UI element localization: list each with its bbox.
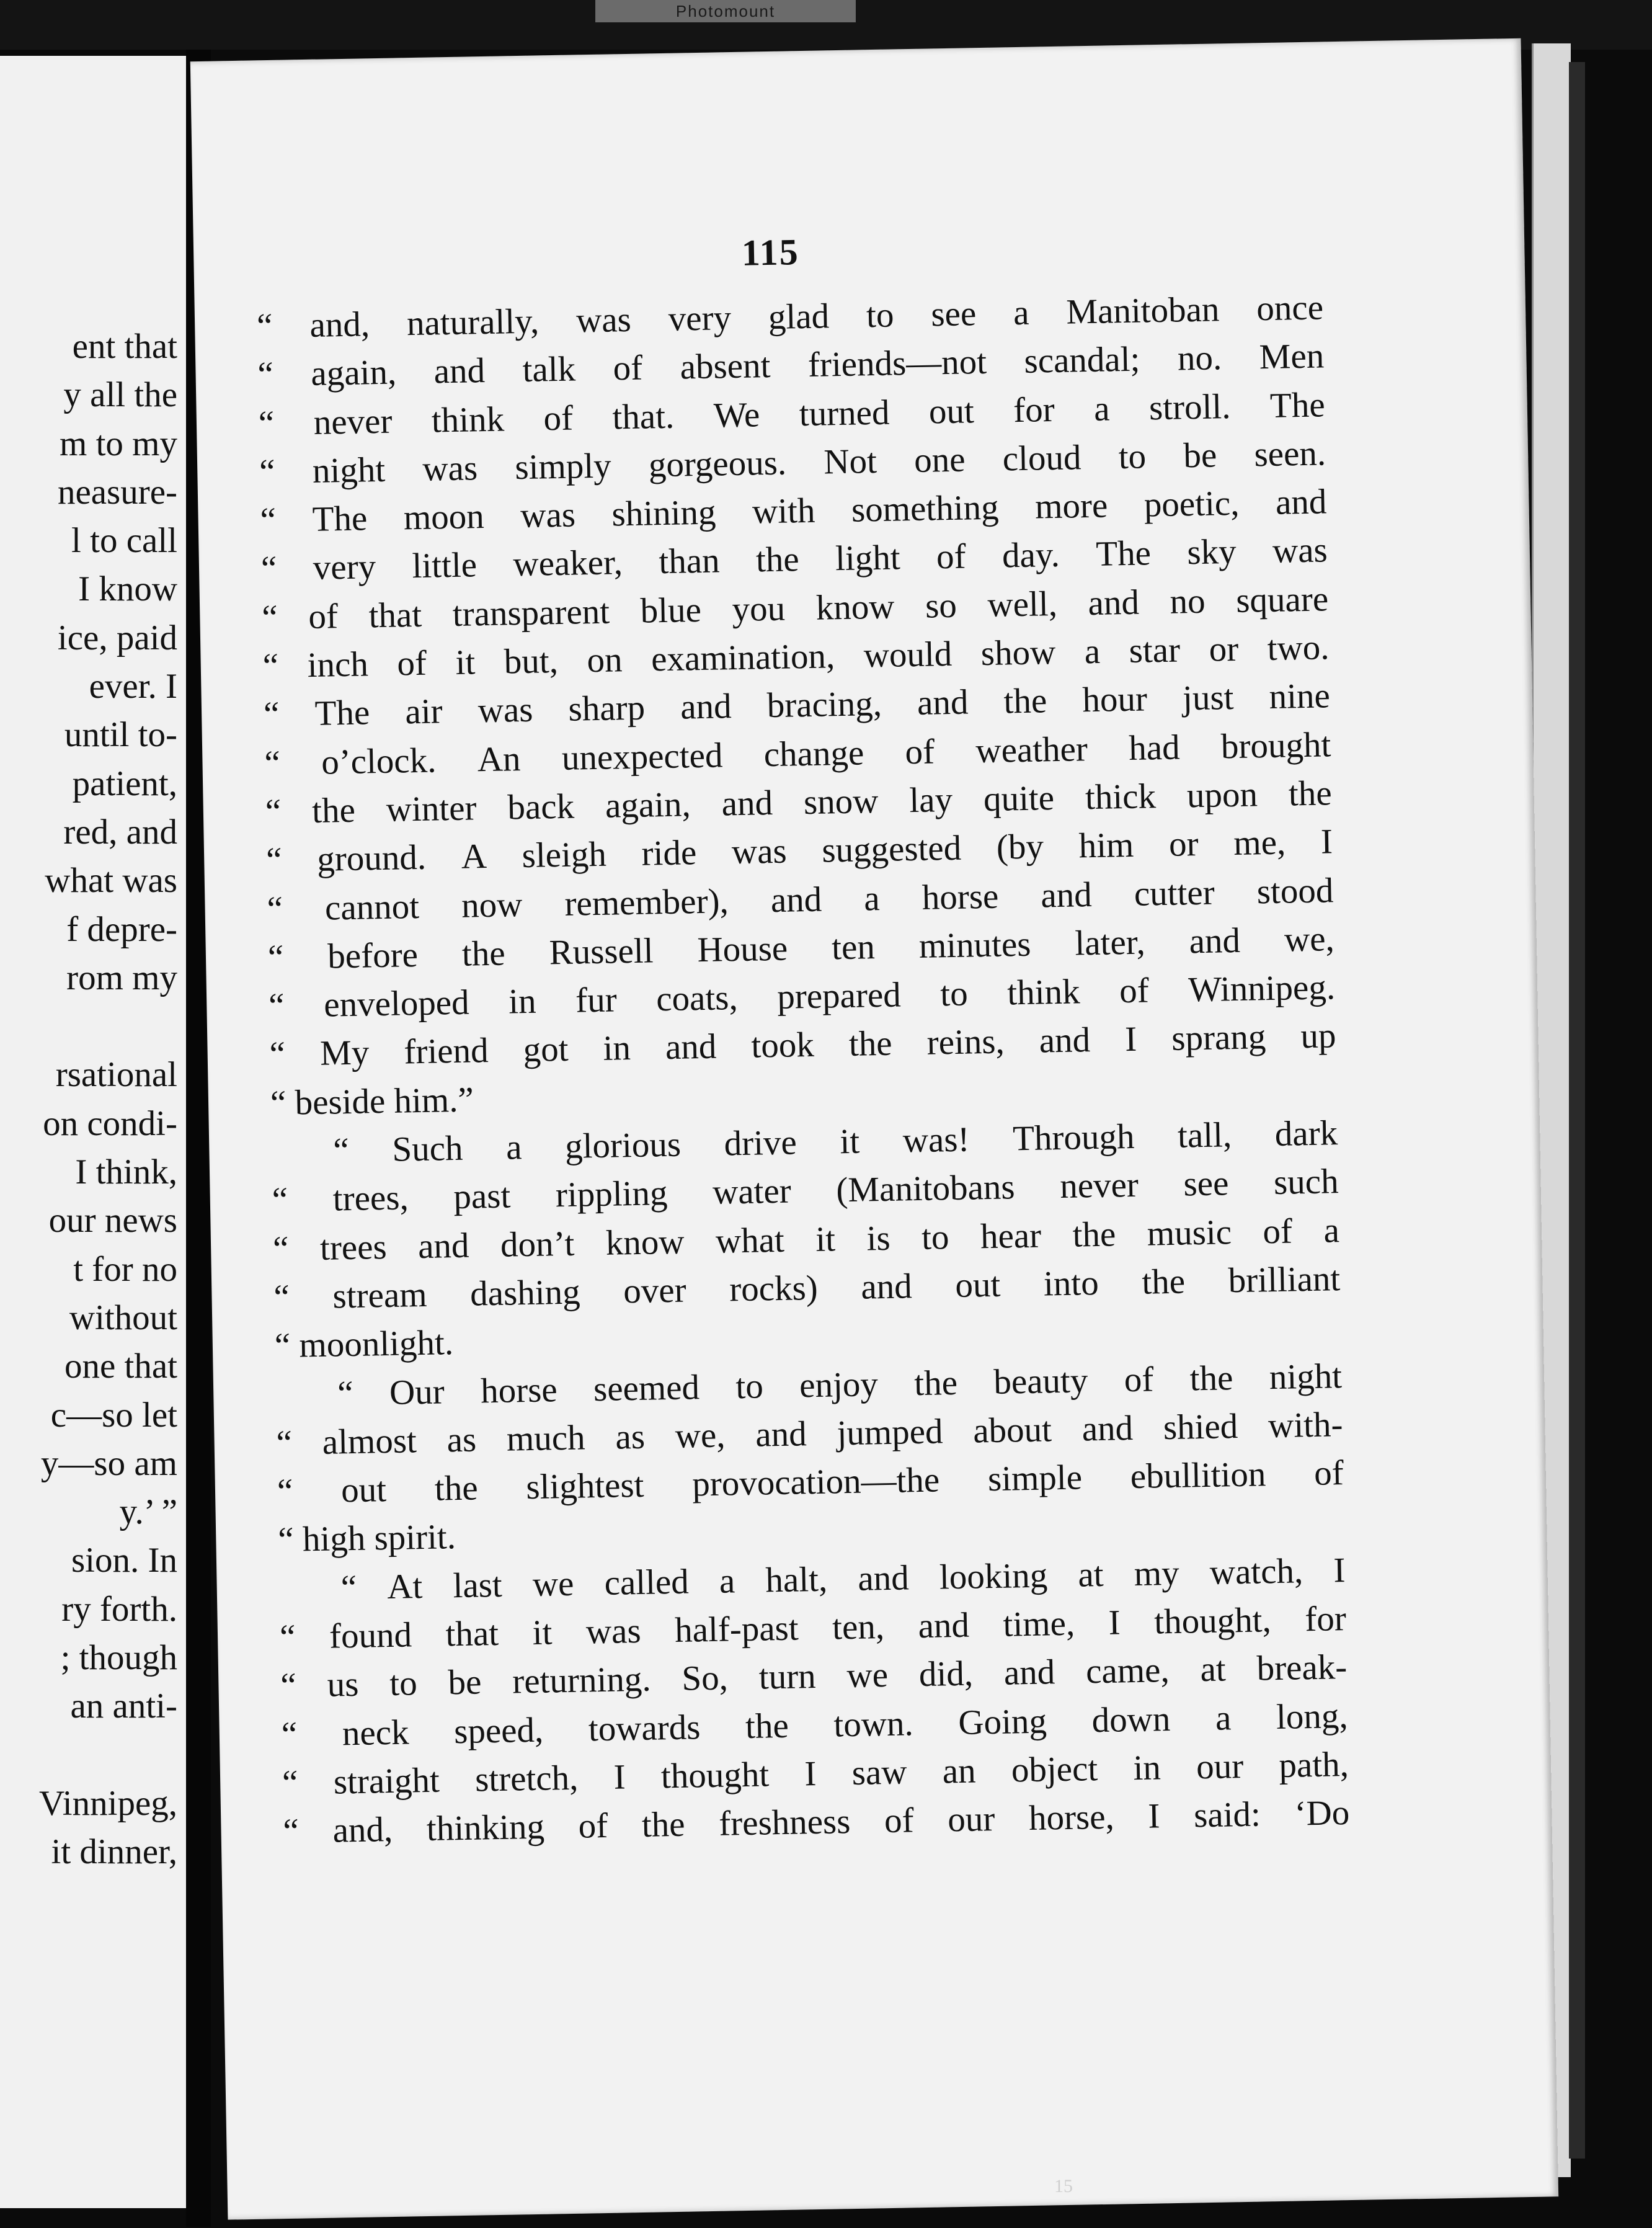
text-line: “ trees, past rippling water (Manitobans never see such [272,1162,1339,1220]
left-page-line: ice, paid [57,618,177,657]
text-line: “ stream dashing over rocks) and out into the brilliant [273,1259,1341,1317]
text-line: “ almost as much as we, and jumped about and shied with- [276,1404,1343,1463]
left-page-line: y—so am [40,1443,177,1483]
left-page-line: patient, [72,764,177,803]
text-line: “ found that it was half-past ten, and time, I thought, for [279,1599,1347,1657]
left-page-line: y.’ ” [119,1492,177,1532]
main-page [190,38,1558,2220]
left-page-line: m to my [59,424,177,463]
text-line: “ At last we called a halt, and looking at my watch, I [340,1550,1346,1608]
left-page-line: l to call [71,521,177,561]
mount-label: Photomount [595,0,856,22]
left-page-line: rsational [55,1055,177,1095]
left-page-line: y all the [63,375,177,415]
text-line: “ ground. A sleigh ride was suggested (by him or me, I [265,822,1333,880]
left-page-line: ever. I [89,667,177,706]
text-line: “ never think of that. We turned out for a stroll. The [258,385,1326,443]
page-number: 115 [741,231,800,274]
text-line: “ Such a glorious drive it was! Through tall, dark [332,1113,1338,1170]
left-page-line: rom my [66,958,177,997]
text-line: “ neck speed, towards the town. Going down a long, [281,1696,1349,1754]
left-page-line: until to- [64,715,177,755]
text-line: “ enveloped in fur coats, prepared to think of Winnipeg. [268,968,1336,1026]
text-line: “ straight stretch, I thought I saw an object in our path, [282,1744,1349,1802]
text-line: “ the winter back again, and snow lay quite thick upon the [265,773,1333,832]
page-edge-shadow [1569,62,1585,2159]
left-page-line [0,1731,177,1780]
text-line: “ Our horse seemed to enjoy the beauty of the night [337,1356,1343,1413]
left-page-line: what was [45,861,177,901]
text-line: “ cannot now remember), and a horse and cutter stood [267,870,1334,929]
left-page-line: it dinner, [51,1832,177,1872]
left-page-line: ry forth. [61,1589,177,1629]
left-page-text [0,323,177,1877]
text-line: “ My friend got in and took the reins, and I sprang up [269,1016,1336,1074]
left-page-line: t for no [73,1249,177,1289]
text-line: “ night was simply gorgeous. Not one cloud to be seen. [259,434,1326,492]
text-line: “ beside him.” [270,1080,474,1123]
left-page-line: ; though [60,1638,177,1678]
left-page-line: f depre- [66,909,177,949]
text-line: “ us to be returning. So, turn we did, and came, at break- [280,1647,1348,1706]
text-line: “ The moon was shining with something more poetic, and [260,482,1327,540]
left-page-line [0,1002,177,1051]
text-line: “ inch of it but, on examination, would show a star or two. [262,628,1330,686]
left-page-line: red, and [63,812,177,852]
text-line: “ trees and don’t know what it is to hear the music of a [272,1210,1340,1268]
left-page-line: without [69,1298,177,1337]
text-line: “ and, thinking of the freshness of our horse, I said: ‘Do [283,1793,1350,1851]
footer-mark: 15 [1054,2176,1073,2196]
left-page-line: I know [78,569,177,609]
text-line: “ again, and talk of absent friends—not scandal; no. Men [257,336,1325,394]
left-page-line: ent that [72,327,177,366]
text-line: “ and, naturally, was very glad to see a Manitoban once [256,288,1324,346]
left-page-line: on condi- [43,1103,177,1143]
text-line: “ before the Russell House ten minutes later, and we, [267,919,1335,978]
left-page-line: an anti- [70,1687,177,1726]
left-page-line: I think, [75,1152,177,1192]
left-page-line: our news [48,1201,177,1241]
text-line: “ The air was sharp and bracing, and the hour just nine [263,676,1331,734]
text-line: “ high spirit. [277,1517,456,1560]
left-page-line: sion. In [71,1541,177,1580]
text-line: “ o’clock. An unexpected change of weather had brought [264,724,1331,783]
text-line: “ very little weaker, than the light of day. The sky was [260,530,1328,589]
left-page-line: one that [64,1347,177,1386]
body-text [257,283,1350,1856]
left-page [0,56,186,2208]
text-line: “ out the slightest provocation—the simple ebullition of [277,1453,1344,1512]
left-page-line: neasure- [57,472,177,512]
text-line: “ of that transparent blue you know so well, and no square [261,579,1329,638]
left-page-line: c—so let [50,1395,177,1435]
left-page-line: Vinnipeg, [39,1783,177,1823]
text-line: “ moonlight. [274,1323,454,1366]
